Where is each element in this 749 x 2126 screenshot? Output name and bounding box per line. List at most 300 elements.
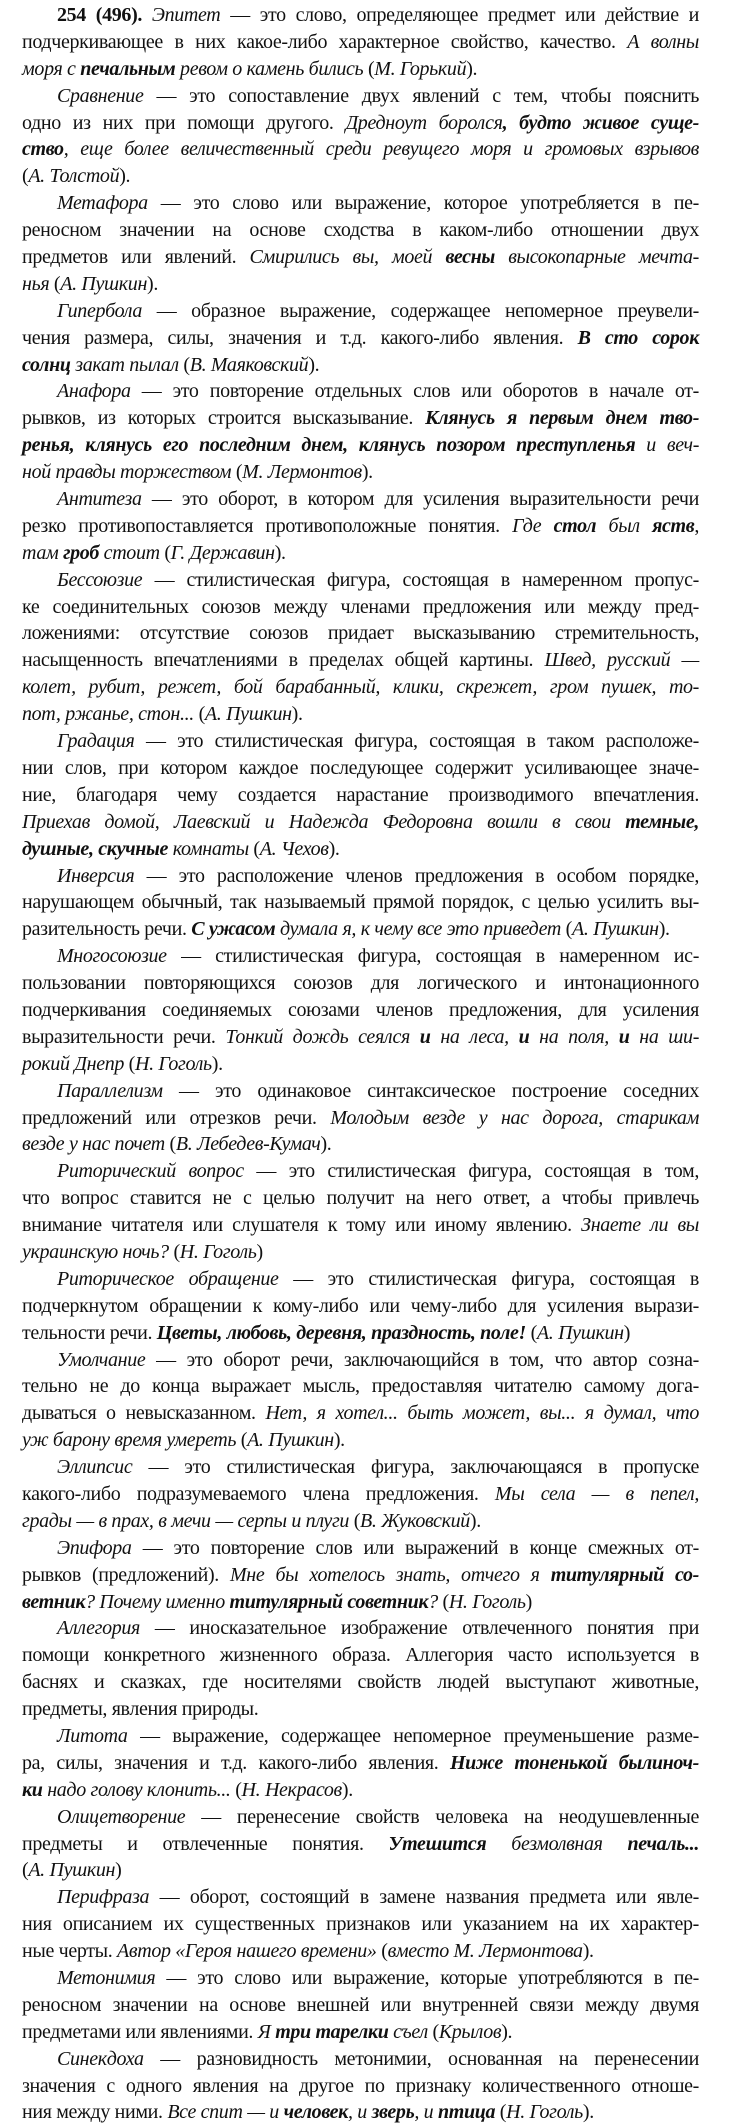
italic-text: везде у нас почет xyxy=(22,1133,165,1156)
term-name: Бессоюзие xyxy=(57,568,143,591)
body-text: — образное выражение, содержащее непомерное преувели- xyxy=(142,299,699,322)
text-line xyxy=(22,1750,699,1777)
term-definition-line xyxy=(22,486,699,513)
italic-text: Где xyxy=(512,514,554,537)
italic-text: Смирились вы, моей xyxy=(249,246,446,269)
body-text: — это слово или выражение, которые употребляются в пе- xyxy=(155,1967,699,1990)
term-name: Литота xyxy=(57,1725,128,1747)
text-line xyxy=(22,1562,699,1589)
body-text: — это расположение членов предложения в особом порядке, xyxy=(134,864,699,887)
italic-text: пот, ржанье, стон... xyxy=(22,703,194,726)
italic-text: А. Толстой xyxy=(28,165,120,188)
text-line xyxy=(22,620,699,647)
document-page xyxy=(22,2,699,2126)
term-entry xyxy=(22,486,699,567)
italic-text: Мы села — в пепел, xyxy=(494,1482,699,1505)
body-text: ложениями: отсутствие союзов придает высказыванию стремительность, xyxy=(22,622,699,645)
italic-text: закат пылал xyxy=(70,353,179,376)
italic-text: Швед, русский — xyxy=(544,649,699,672)
example-emphasis: Цветы, любовь, деревня, праздность, поле! xyxy=(156,1321,526,1344)
term-name: Сравнение xyxy=(57,84,144,107)
term-name: Градация xyxy=(57,730,135,753)
body-text: ные черты. xyxy=(22,1940,118,1963)
body-text: ние, благодаря чему создается нарастание производимого впечатления. xyxy=(22,783,699,806)
italic-text: ? xyxy=(428,1590,438,1613)
term-entry xyxy=(22,1723,699,1804)
term-name: Инверсия xyxy=(57,864,135,887)
text-line xyxy=(22,2073,699,2100)
text-line xyxy=(22,1051,699,1078)
body-text: — стилистическая фигура, состоящая в намеренном пропус- xyxy=(142,568,699,591)
term-name: Риторический вопрос xyxy=(57,1160,244,1183)
body-text: ). xyxy=(333,1429,345,1452)
body-text: ( xyxy=(248,837,260,860)
italic-text: Н. Некрасов xyxy=(241,1778,342,1801)
term-name: Риторическое обращение xyxy=(57,1267,279,1290)
term-definition-line xyxy=(22,2046,699,2073)
italic-text: был xyxy=(596,514,653,537)
example-emphasis: душные, скучные xyxy=(22,837,169,860)
text-line xyxy=(22,1427,699,1454)
italic-text: на ши- xyxy=(629,1025,699,1048)
body-text: ). xyxy=(501,2020,513,2043)
body-text: , xyxy=(694,514,700,537)
term-name: Эпифора xyxy=(57,1536,132,1559)
body-text: — это оборот речи, заключающийся в том, что автор созна- xyxy=(145,1348,699,1371)
term-entry xyxy=(22,1535,699,1616)
text-line xyxy=(22,1320,699,1347)
text-line xyxy=(22,56,699,83)
italic-text: Молодым везде у нас дорога, старикам xyxy=(330,1106,699,1129)
term-name: Антитеза xyxy=(57,488,142,511)
term-entry xyxy=(22,378,699,486)
example-emphasis: печаль... xyxy=(627,1832,699,1855)
text-line xyxy=(22,1239,699,1266)
text-line xyxy=(22,647,699,674)
italic-text: грады — в прах, в мечи — серпы и плуги xyxy=(22,1509,350,1532)
body-text: ( xyxy=(376,1940,388,1963)
example-emphasis: темные, xyxy=(625,810,699,833)
body-text: ( xyxy=(193,703,205,726)
term-name: Метафора xyxy=(57,192,148,215)
italic-text: А. Пушкин xyxy=(536,1321,624,1344)
text-line xyxy=(22,1857,699,1884)
example-emphasis: ки xyxy=(22,1778,43,1801)
body-text: предметами или явлениями. xyxy=(22,2020,258,2043)
text-line xyxy=(22,163,699,190)
body-text: ( xyxy=(159,541,171,564)
body-text: предложений или отрезков речи. xyxy=(22,1106,331,1129)
term-definition-line xyxy=(22,1884,699,1911)
body-text: предметов или явлений. xyxy=(22,246,250,269)
text-line xyxy=(22,809,699,836)
text-line xyxy=(22,1481,699,1508)
body-text: ( xyxy=(495,2101,507,2124)
italic-text: Крылов xyxy=(438,2020,502,2043)
body-text: ). xyxy=(328,837,340,860)
example-emphasis: человек xyxy=(283,2101,348,2124)
term-entry xyxy=(22,298,699,379)
example-emphasis: печальным xyxy=(80,57,176,80)
text-line xyxy=(22,459,699,486)
term-entry xyxy=(22,190,699,298)
body-text: баснях и сказках, где носителями свойств людей выступают животные, xyxy=(22,1671,699,1694)
body-text: реносном значении на основе сходства в каком-либо отношении двух xyxy=(22,219,699,242)
text-line xyxy=(22,1938,699,1965)
italic-text: Все спит — и xyxy=(167,2101,284,2124)
body-text: предметы, явления природы. xyxy=(22,1698,259,1721)
body-text: ( xyxy=(168,1240,180,1263)
italic-text: безмолвная xyxy=(486,1832,628,1855)
text-line xyxy=(22,1669,699,1696)
body-text: нарушающем обычный, так называемый прямой порядок, с целью усилить вы- xyxy=(22,891,699,914)
term-entry xyxy=(22,728,699,862)
body-text: — это стилистическая фигура, заключающаяся в пропуске xyxy=(132,1456,699,1479)
text-line xyxy=(22,594,699,621)
body-text: чения размера, силы, значения и т.д. какого-либо явления. xyxy=(22,326,578,349)
body-text: ( xyxy=(560,918,572,941)
body-text: ) xyxy=(623,1321,630,1344)
body-text: ке соединительных союзов между членами предложения или между пред- xyxy=(22,595,699,618)
body-text: реносном значении на основе внешней или внутренней связи между двумя xyxy=(22,1993,699,2016)
term-name: Многосоюзие xyxy=(57,945,167,968)
italic-text: уж барону время умереть xyxy=(22,1429,237,1452)
term-definition-line xyxy=(22,943,699,970)
body-text: ). xyxy=(469,1509,481,1532)
italic-text: В. Жуковский xyxy=(360,1509,470,1532)
body-text: одно из них при помощи другого. xyxy=(22,111,346,134)
example-emphasis: и xyxy=(518,1025,530,1048)
term-entry xyxy=(22,1078,699,1159)
italic-text: вместо М. Лермонтова xyxy=(387,1940,583,1963)
term-definition-line xyxy=(22,190,699,217)
text-line xyxy=(22,2019,699,2046)
body-text: рывков, из которых строится высказывание. xyxy=(22,407,426,430)
term-entry xyxy=(22,863,699,944)
example-emphasis: С ужасом xyxy=(191,918,276,941)
term-name: Умолчание xyxy=(57,1348,146,1371)
body-text: ( xyxy=(230,1778,242,1801)
text-line xyxy=(22,2099,699,2126)
term-entry xyxy=(22,943,699,1077)
body-text: ( xyxy=(349,1509,361,1532)
italic-text: А волны xyxy=(627,30,700,53)
text-line xyxy=(22,1589,699,1616)
body-text: дываться о невысказанном. xyxy=(22,1402,266,1425)
text-line xyxy=(22,701,699,728)
italic-text: на поля, xyxy=(529,1025,619,1048)
text-line xyxy=(22,432,699,459)
body-text: ). xyxy=(341,1778,353,1801)
term-definition-line xyxy=(22,728,699,755)
term-definition-line xyxy=(22,1804,699,1831)
italic-text: Тонкий дождь сеялся xyxy=(225,1025,420,1048)
text-line xyxy=(22,1696,699,1723)
body-text: ). xyxy=(274,541,286,564)
body-text: — стилистическая фигура, состоящая в намеренном ис- xyxy=(166,945,699,968)
italic-text: ? Почему именно xyxy=(85,1590,230,1613)
term-definition-line xyxy=(22,1266,699,1293)
term-definition-line xyxy=(22,1454,699,1481)
text-line xyxy=(22,110,699,137)
body-text: какого-либо подразумеваемого члена предложения. xyxy=(22,1482,495,1505)
text-line xyxy=(22,217,699,244)
text-line xyxy=(22,1024,699,1051)
body-text: — это слово или выражение, которое употребляется в пе- xyxy=(147,192,699,215)
body-text: ния описанием их существенных признаков или указанием на их характер- xyxy=(22,1913,699,1936)
example-emphasis: титулярный советник xyxy=(229,1590,429,1613)
body-text: — это слово, определяющее предмет или действие и xyxy=(220,4,699,26)
body-text: ). xyxy=(582,1940,594,1963)
term-entry xyxy=(22,1615,699,1723)
body-text: подчеркивающее в них какое-либо характерное свойство, качество. xyxy=(22,30,628,53)
example-emphasis: и xyxy=(419,1025,431,1048)
body-text: — это стилистическая фигура, состоящая в xyxy=(278,1267,700,1290)
exercise-number: 254 (496). xyxy=(57,4,152,26)
term-entry xyxy=(22,1804,699,1885)
term-entry xyxy=(22,1884,699,1965)
body-text: ( xyxy=(178,353,190,376)
text-line xyxy=(22,1185,699,1212)
term-definition-line xyxy=(22,83,699,110)
body-text: пользовании повторяющихся союзов для логического и интонационного xyxy=(22,972,699,995)
term-name: Синекдоха xyxy=(57,2047,144,2070)
body-text: ). xyxy=(361,461,373,484)
body-text: ( xyxy=(22,1859,29,1882)
term-entry xyxy=(22,1158,699,1266)
body-text: ( xyxy=(363,57,375,80)
term-entry xyxy=(22,2,699,83)
italic-text: Дредноут боролся xyxy=(345,111,503,134)
example-emphasis: яств xyxy=(652,514,695,537)
italic-text: Мне бы хотелось знать, отчего я xyxy=(229,1563,551,1586)
term-definition-line xyxy=(22,2,699,29)
text-line xyxy=(22,1373,699,1400)
text-line xyxy=(22,513,699,540)
text-line xyxy=(22,889,699,916)
italic-text: колет, рубит, режет, бой барабанный, клики, скрежет, гром пушек, то- xyxy=(22,676,699,699)
body-text: ) xyxy=(256,1240,263,1263)
italic-text: Автор «Героя нашего времени» xyxy=(117,1940,377,1963)
body-text: — выражение, содержащее непомерное преуменьшение разме- xyxy=(127,1725,699,1747)
italic-text: Знаете ли вы xyxy=(581,1214,699,1237)
term-definition-line xyxy=(22,567,699,594)
text-line xyxy=(22,325,699,352)
example-emphasis: весны xyxy=(445,246,495,269)
term-name: Эллипсис xyxy=(57,1456,133,1479)
italic-text: М. Лермонтов xyxy=(242,461,362,484)
text-line xyxy=(22,755,699,782)
italic-text: В. Маяковский xyxy=(189,353,309,376)
text-line xyxy=(22,29,699,56)
term-definition-line xyxy=(22,1078,699,1105)
italic-text: Г. Державин xyxy=(170,541,275,564)
term-definition-line xyxy=(22,1158,699,1185)
text-line xyxy=(22,1831,699,1858)
text-line xyxy=(22,1400,699,1427)
term-entry xyxy=(22,1454,699,1535)
italic-text: А. Пушкин xyxy=(247,1429,334,1452)
italic-text: моря с xyxy=(22,57,81,80)
term-name: Анафора xyxy=(57,380,131,403)
term-definition-line xyxy=(22,378,699,405)
body-text: — это оборот, в котором для усиления выразительности речи xyxy=(141,488,699,511)
term-name: Параллелизм xyxy=(57,1079,163,1102)
italic-text: М. Горький xyxy=(374,57,467,80)
text-line xyxy=(22,352,699,379)
text-line xyxy=(22,1105,699,1132)
italic-text: нья xyxy=(22,272,50,295)
text-line xyxy=(22,1992,699,2019)
body-text: — это сопоставление двух явлений с тем, чтобы пояснить xyxy=(143,84,699,107)
term-definition-line xyxy=(22,1347,699,1374)
term-entry xyxy=(22,83,699,191)
body-text: помощи конкретного жизненного образа. Аллегория часто используется в xyxy=(22,1644,699,1667)
italic-text: А. Пушкин xyxy=(28,1859,116,1882)
body-text: насыщенность впечатлениями в пределах общей картины. xyxy=(22,649,545,672)
italic-text: рокий Днепр xyxy=(22,1052,125,1075)
italic-text: Нет, я хотел... быть может, вы... я думал, что xyxy=(265,1402,700,1425)
term-entry xyxy=(22,2046,699,2126)
example-emphasis: зверь xyxy=(371,2101,415,2124)
body-text: тельности речи. xyxy=(22,1321,157,1344)
body-text: ). xyxy=(320,1133,332,1156)
body-text: ( xyxy=(231,461,243,484)
text-line xyxy=(22,997,699,1024)
text-line xyxy=(22,1293,699,1320)
example-emphasis: птица xyxy=(437,2101,496,2124)
term-name: Эпитет xyxy=(151,4,221,26)
italic-text: комнаты xyxy=(168,837,249,860)
italic-text: Н. Гоголь xyxy=(448,1590,526,1613)
italic-text: украинскую ночь? xyxy=(22,1240,169,1263)
body-text: — это стилистическая фигура, состоящая в таком расположе- xyxy=(134,730,699,753)
term-definition-line xyxy=(22,1723,699,1750)
example-emphasis: гроб xyxy=(63,541,100,564)
italic-text: Н. Гоголь xyxy=(506,2101,583,2124)
body-text: резко противопоставляется противоположные понятия. xyxy=(22,514,513,537)
italic-text: Н. Гоголь xyxy=(135,1052,212,1075)
italic-text: и веч- xyxy=(635,434,699,457)
example-emphasis: стол xyxy=(553,514,597,537)
example-emphasis: , будто живое суще- xyxy=(502,111,699,134)
body-text: ( xyxy=(49,272,61,295)
body-text: тельно не до конца выражает мысль, предоставляя читателю самому дога- xyxy=(22,1375,699,1398)
italic-text: думала я, к чему все это приведет xyxy=(275,918,561,941)
body-text: ( xyxy=(124,1052,135,1075)
italic-text: А. Пушкин xyxy=(571,918,659,941)
term-name: Аллегория xyxy=(57,1617,140,1640)
italic-text: А. Пушкин xyxy=(60,272,148,295)
body-text: рывков (предложений). xyxy=(22,1563,230,1586)
term-definition-line xyxy=(22,1615,699,1642)
body-text: внимание читателя или слушателя к тому или иному явлению. xyxy=(22,1214,582,1237)
italic-text: высокопарные мечта- xyxy=(494,246,699,269)
body-text: подчеркнутом обращении к кому-либо или чему-либо для усиления вырази- xyxy=(22,1294,699,1317)
italic-text: А. Пушкин xyxy=(204,703,292,726)
text-line xyxy=(22,1508,699,1535)
term-definition-line xyxy=(22,1535,699,1562)
body-text: — оборот, состоящий в замене названия предмета или явле- xyxy=(149,1886,699,1909)
italic-text: , и xyxy=(347,2101,372,2124)
body-text: — иносказательное изображение отвлеченного понятия при xyxy=(139,1617,699,1640)
body-text: ( xyxy=(427,2020,439,2043)
body-text: — это стилистическая фигура, состоящая в том, xyxy=(243,1160,699,1183)
term-definition-line xyxy=(22,863,699,890)
body-text: ) xyxy=(115,1859,122,1882)
term-name: Перифраза xyxy=(57,1886,150,1909)
body-text: ( xyxy=(437,1590,449,1613)
text-line xyxy=(22,970,699,997)
body-text: — разновидность метонимии, основанная на перенесении xyxy=(143,2047,699,2070)
body-text: разительность речи. xyxy=(22,918,192,941)
example-emphasis: и xyxy=(618,1025,630,1048)
body-text: ). xyxy=(147,272,158,295)
example-emphasis: В сто сорок xyxy=(577,326,699,349)
text-line xyxy=(22,271,699,298)
term-name: Гипербола xyxy=(57,299,142,322)
body-text: ( xyxy=(525,1321,537,1344)
example-emphasis: ветник xyxy=(22,1590,86,1613)
body-text: ). xyxy=(211,1052,223,1075)
body-text: значения с одного явления на другое по признаку количественного отноше- xyxy=(22,2074,699,2097)
italic-text: Приехав домой, Лаевский и Надежда Федоровна вошли в свои xyxy=(22,810,626,833)
body-text: ). xyxy=(291,703,303,726)
example-emphasis: ренья, клянусь его последним днем, клянусь позором преступленья xyxy=(22,434,636,457)
text-line xyxy=(22,1131,699,1158)
term-name: Метонимия xyxy=(57,1967,156,1990)
example-emphasis: Утешится xyxy=(388,1832,487,1855)
text-line xyxy=(22,1777,699,1804)
body-text: ). xyxy=(119,165,131,188)
example-emphasis: титулярный со- xyxy=(550,1563,699,1586)
body-text: предметы и отвлеченные понятия. xyxy=(22,1832,389,1855)
text-line xyxy=(22,1642,699,1669)
example-emphasis: Клянусь я первым днем тво- xyxy=(425,407,700,430)
body-text: ). xyxy=(582,2101,594,2124)
body-text: подчеркивания соединяемых союзами членов предложения, для усиления xyxy=(22,998,699,1021)
text-line xyxy=(22,244,699,271)
term-entry xyxy=(22,1266,699,1347)
italic-text: , еще более величественный среди ревущего моря и громовых взрывов xyxy=(63,138,699,161)
text-line xyxy=(22,674,699,701)
text-line xyxy=(22,1212,699,1239)
body-text: — перенесение свойств человека на неодушевленные xyxy=(185,1805,699,1828)
text-line xyxy=(22,782,699,809)
body-text: ( xyxy=(236,1429,248,1452)
italic-text: В. Лебедев-Кумач xyxy=(175,1133,321,1156)
body-text: ра, силы, значения и т.д. какого-либо явления. xyxy=(22,1751,450,1774)
italic-text: там xyxy=(22,541,64,564)
term-entry xyxy=(22,567,699,728)
italic-text: надо голову клонить... xyxy=(42,1778,231,1801)
text-line xyxy=(22,836,699,863)
text-line xyxy=(22,916,699,943)
italic-text: на леса, xyxy=(430,1025,519,1048)
body-text: ). xyxy=(466,57,478,80)
body-text: — это одинаковое синтаксическое построение соседних xyxy=(162,1079,699,1102)
body-text: ния между ними. xyxy=(22,2101,168,2124)
example-emphasis: солнц xyxy=(22,353,71,376)
body-text: выразительности речи. xyxy=(22,1025,226,1048)
body-text: — это повторение слов или выражений в конце смежных от- xyxy=(131,1536,699,1559)
body-text: нии слов, при котором каждое последующее содержит усиливающее значе- xyxy=(22,756,699,779)
body-text: ) xyxy=(525,1590,532,1613)
body-text: ). xyxy=(308,353,320,376)
body-text: ( xyxy=(164,1133,176,1156)
text-line xyxy=(22,405,699,432)
italic-text: Н. Гоголь xyxy=(179,1240,257,1263)
